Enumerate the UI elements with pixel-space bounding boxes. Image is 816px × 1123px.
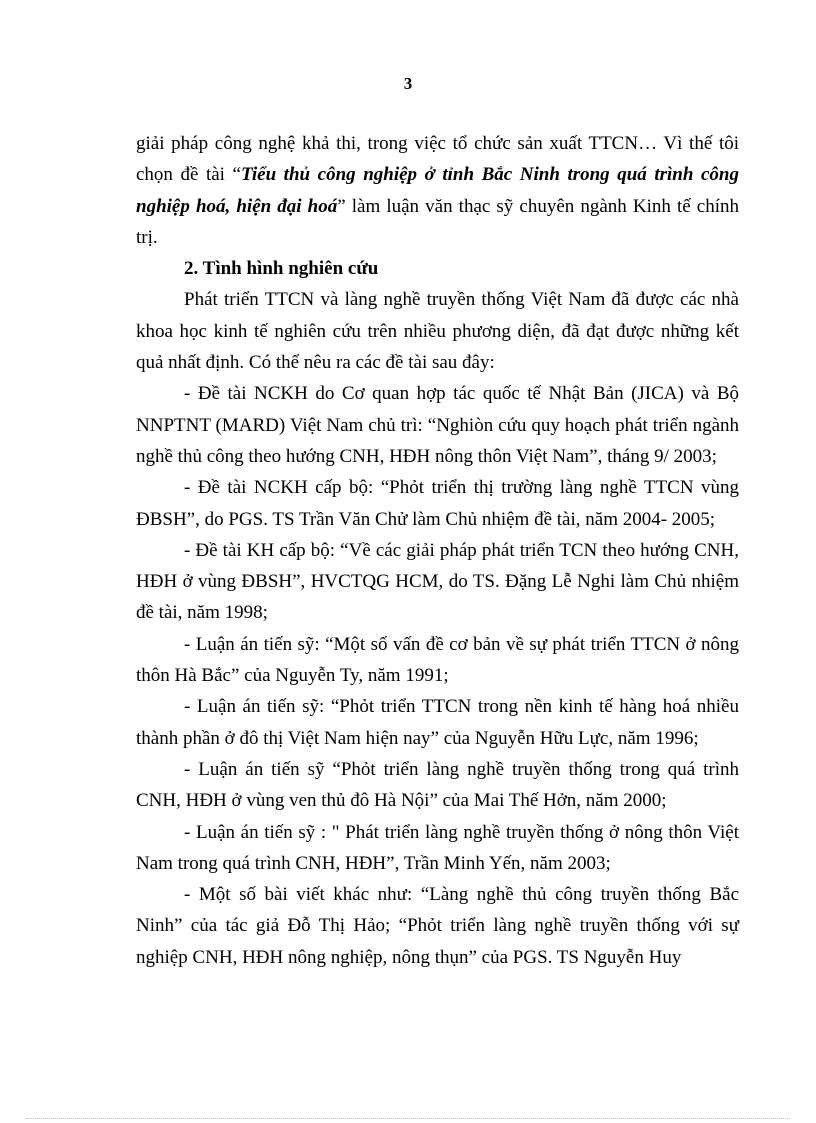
thesis-topic-title: Tiểu thủ công nghiệp ở tỉnh Bắc Ninh trong quá trình công nghiệp hoá, hiện đại hoá [136, 164, 739, 217]
list-item: - Luận án tiến sỹ “Phỏt triển làng nghề truyền thống trong quá trình CNH, HĐH ở vùng ven thủ đô Hà Nội” của Mai Thế Hởn, năm 2000; [136, 758, 739, 812]
section-intro-paragraph: Phát triển TTCN và làng nghề truyền thống Việt Nam đã được các nhà khoa học kinh tế nghiên cứu trên nhiều phương diện, đã đạt được những kết quả nhất định. Có thể nêu ra các đề tài sau đây: [136, 289, 739, 374]
page-bottom-divider [26, 1118, 790, 1119]
document-body [136, 128, 739, 973]
list-item: - Luận án tiến sỹ : " Phát triển làng nghề truyền thống ở nông thôn Việt Nam trong quá trình CNH, HĐH”, Trần Minh Yến, năm 2003; [136, 821, 739, 874]
list-item: - Luận án tiến sỹ: “Một số vấn đề cơ bản về sự phát triển TTCN ở nông thôn Hà Bắc” của Nguyễn Ty, năm 1991; [136, 633, 739, 687]
list-item: - Đề tài KH cấp bộ: “Về các giải pháp phát triển TCN theo hướng CNH, HĐH ở vùng ĐBSH”, HVCTQG HCM, do TS. Đặng Lễ Nghi làm Chủ nhiệm đề tài, năm 1998; [136, 539, 739, 624]
intro-paragraph [136, 128, 739, 253]
section-heading: 2. Tình hình nghiên cứu [184, 258, 379, 280]
list-item: - Đề tài NCKH do Cơ quan hợp tác quốc tế Nhật Bản (JICA) và Bộ NNPTNT (MARD) Việt Nam chủ trì: “Nghiòn cứu quy hoạch phát triển ngành nghề thủ công theo hướng CNH, HĐH nông thôn Việt Nam”, tháng 9/ 2003; [136, 383, 739, 467]
page-number: 3 [403, 74, 413, 93]
intro-text-end: ” làm luận văn thạc sỹ chuyên ngành Kinh tế chính trị. [136, 195, 739, 248]
list-item: - Một số bài viết khác như: “Làng nghề thủ công truyền thống Bắc Ninh” của tác giả Đỗ Thị Hảo; “Phỏt triển làng nghề truyền thống với sự nghiệp CNH, HĐH nông nghiệp, nông thụn” của PGS. TS Nguyễn Huy [136, 884, 739, 968]
intro-text-start: giải pháp công nghệ khả thi, trong việc tổ chức sản xuất TTCN… Vì thế tôi chọn đề tài “ [136, 133, 739, 186]
list-item: - Đề tài NCKH cấp bộ: “Phỏt triển thị trường làng nghề TTCN vùng ĐBSH”, do PGS. TS Trần Văn Chử làm Chủ nhiệm đề tài, năm 2004- 2005; [136, 477, 739, 530]
list-item: - Luận án tiến sỹ: “Phỏt triển TTCN trong nền kinh tế hàng hoá nhiều thành phần ở đô thị Việt Nam hiện nay” của Nguyễn Hữu Lực, năm 1996; [136, 696, 739, 749]
